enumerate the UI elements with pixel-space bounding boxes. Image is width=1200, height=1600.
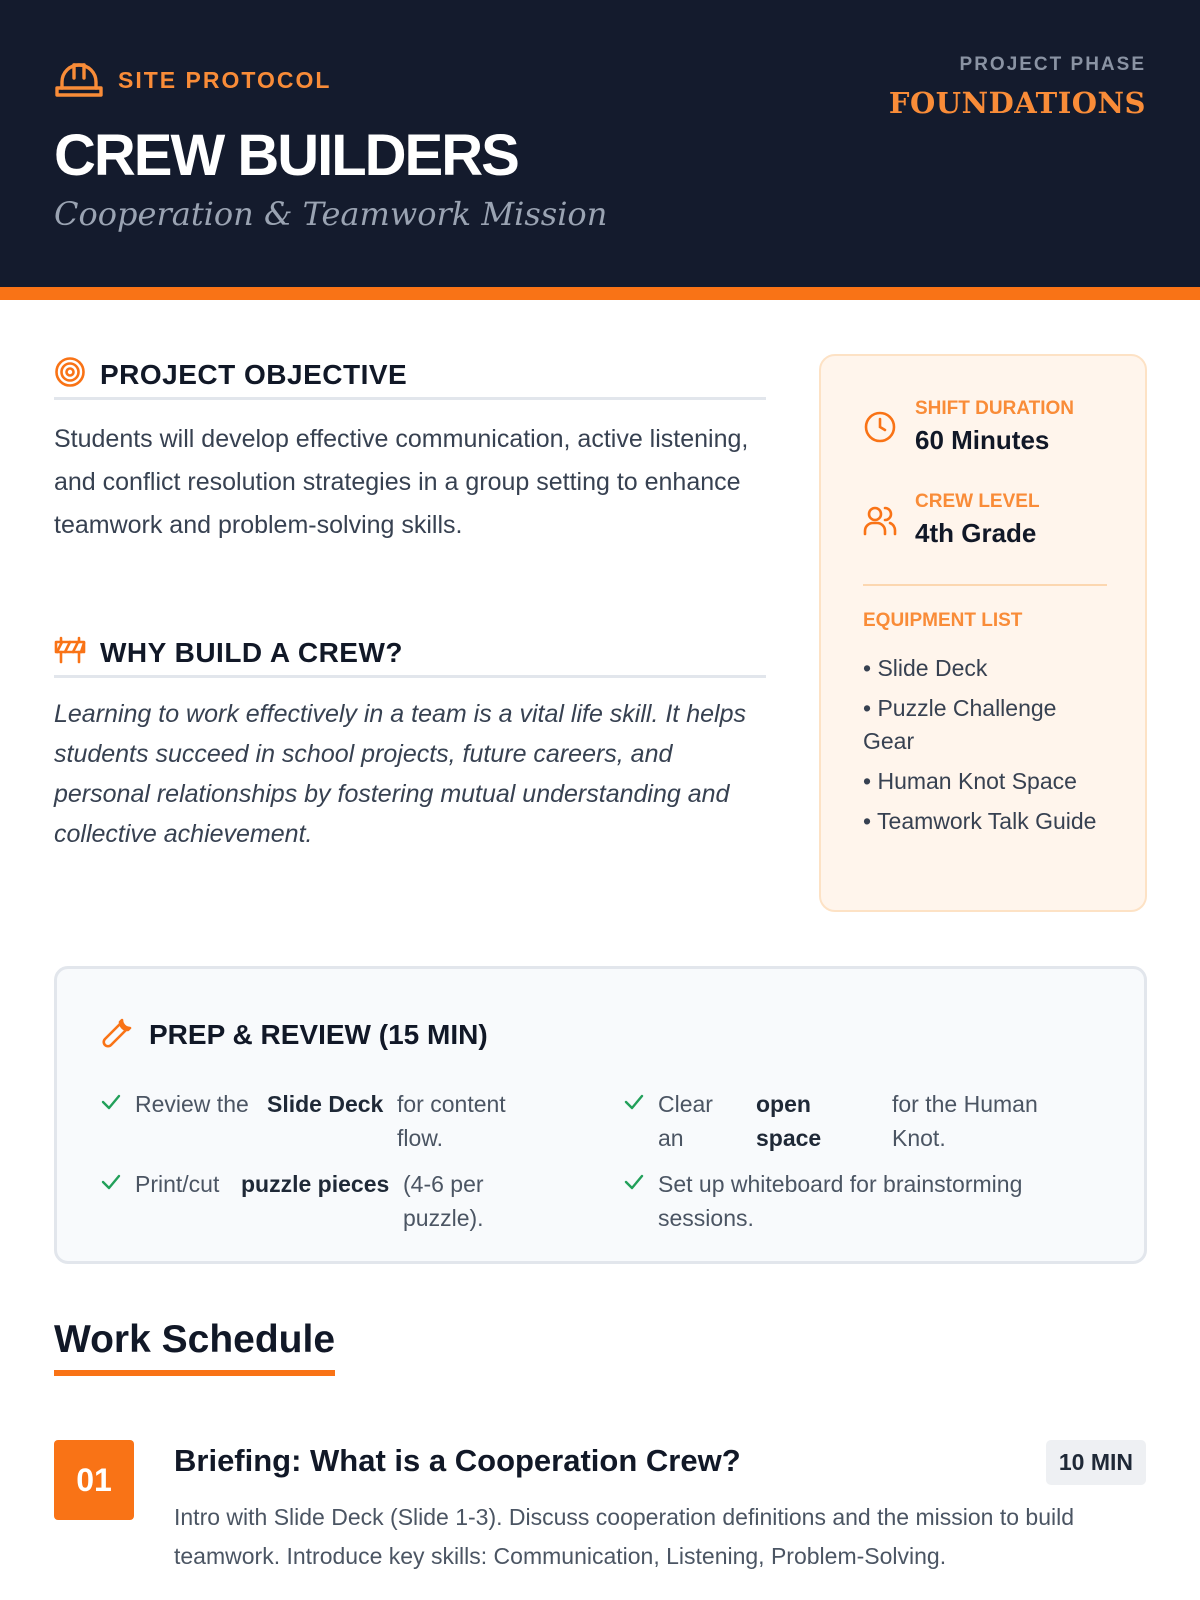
eyebrow-label: SITE PROTOCOL: [118, 66, 332, 93]
duration-value: 60 Minutes: [915, 425, 1050, 455]
phase-value: FOUNDATIONS: [888, 86, 1146, 120]
prep-item: Review the Slide Deck for content flow.: [99, 1087, 537, 1155]
why-heading-label: WHY BUILD A CREW?: [100, 636, 403, 668]
card-divider: [863, 584, 1107, 586]
check-icon: [99, 1167, 123, 1235]
equipment-item: • Teamwork Talk Guide: [863, 808, 1097, 834]
equipment-item: • Slide Deck: [863, 655, 988, 681]
header-accent-bar: [0, 287, 1200, 300]
why-text: Learning to work effectively in a team is a vital life skill. It helps students succeed in school projects, future careers, and personal relationships by fostering mutual understanding and collective achievement.: [54, 700, 746, 848]
eyebrow: [54, 58, 331, 102]
objective-heading-label: PROJECT OBJECTIVE: [100, 358, 408, 390]
check-icon: [622, 1087, 646, 1155]
check-icon: [622, 1167, 646, 1235]
duration-label: SHIFT DURATION: [915, 398, 1075, 419]
prep-card: [54, 966, 1147, 1264]
prep-item: Clear an open space for the Human Knot.: [622, 1087, 1062, 1155]
prep-item: Set up whiteboard for brainstorming sessions.: [622, 1167, 1068, 1235]
page-header: [0, 0, 1200, 287]
clock-icon: [863, 410, 897, 449]
step-duration-badge: 10 MIN: [1046, 1440, 1146, 1485]
duration-row: [863, 396, 1074, 458]
prep-heading-label: PREP & REVIEW (15 MIN): [149, 1019, 488, 1050]
schedule-title: Work Schedule: [54, 1318, 335, 1376]
phase-label: PROJECT PHASE: [959, 54, 1146, 75]
level-value: 4th Grade: [915, 518, 1037, 548]
check-icon: [99, 1087, 123, 1155]
level-label: CREW LEVEL: [915, 491, 1040, 512]
step-number: 01: [54, 1440, 134, 1520]
step-description: Intro with Slide Deck (Slide 1-3). Discuss cooperation definitions and the mission to build teamwork. Introduce key skills: Communication, Listening, Problem-Solving.: [174, 1504, 1074, 1569]
info-card: [819, 354, 1147, 912]
objective-text: Students will develop effective communication, active listening, and conflict resolution strategies in a group setting to enhance teamwork and problem-solving skills.: [54, 425, 749, 539]
equipment-item: • Human Knot Space: [863, 768, 1077, 794]
target-icon: [54, 356, 86, 393]
page-title: CREW BUILDERS: [54, 123, 518, 188]
objective-heading: [54, 352, 766, 400]
page-subtitle: Cooperation & Teamwork Mission: [54, 195, 608, 233]
hard-hat-icon: [54, 58, 104, 103]
barrier-icon: [54, 634, 86, 671]
equipment-list: [863, 652, 1113, 845]
equipment-item: • Puzzle Challenge Gear: [863, 695, 1057, 754]
step-title: Briefing: What is a Cooperation Crew?: [174, 1443, 741, 1478]
prep-heading: [101, 1015, 488, 1055]
level-row: [863, 489, 1040, 551]
equipment-label: EQUIPMENT LIST: [863, 610, 1023, 631]
users-icon: [863, 503, 897, 542]
prep-item: Print/cut puzzle pieces (4-6 per puzzle).: [99, 1167, 533, 1235]
why-heading: [54, 630, 766, 678]
wrench-icon: [101, 1017, 133, 1054]
